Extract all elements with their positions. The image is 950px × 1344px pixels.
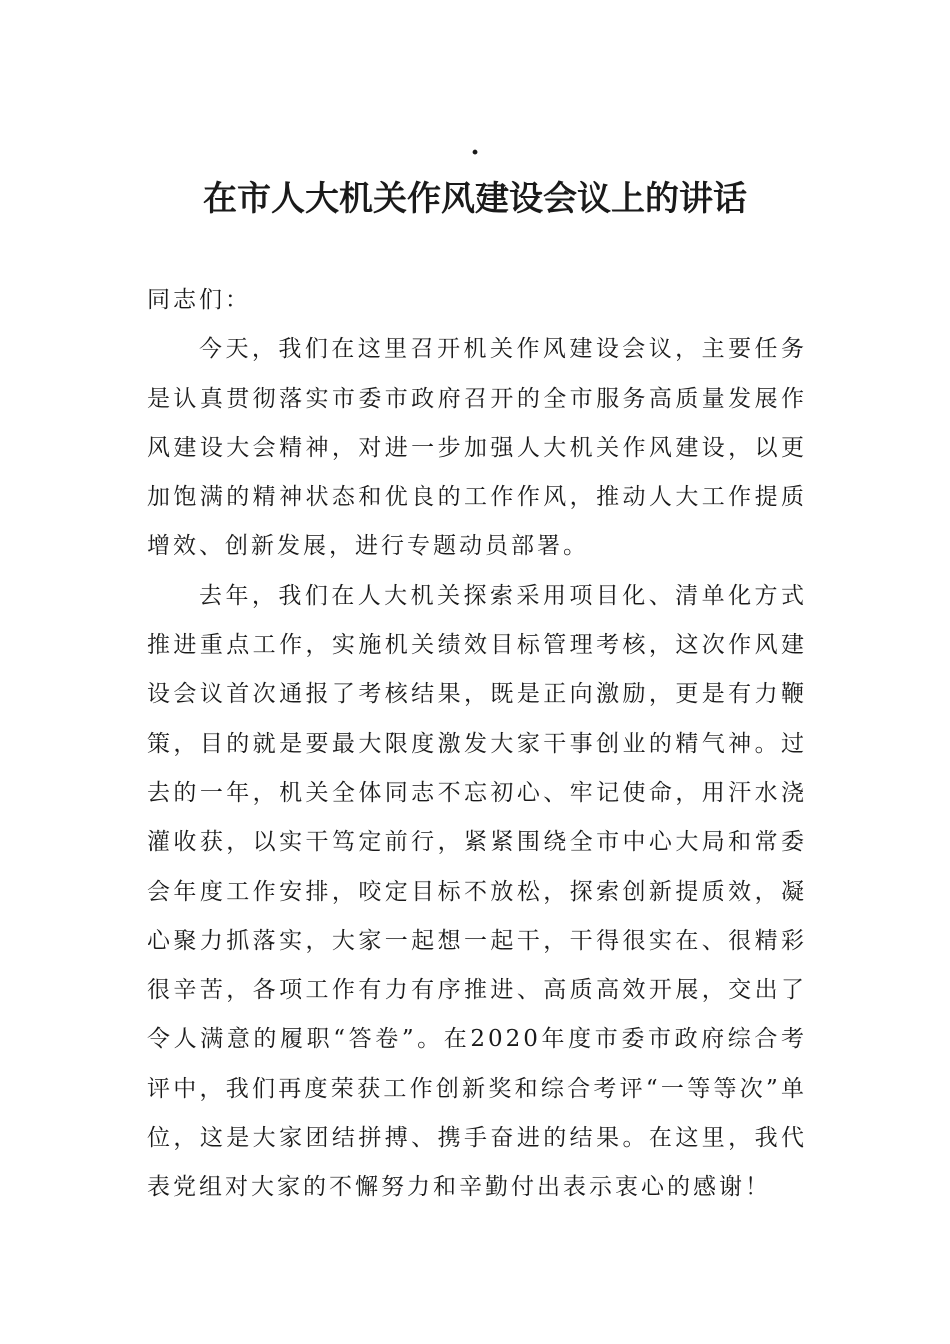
document-title: 在市人大机关作风建设会议上的讲话 [203, 179, 747, 219]
header-dot: · [470, 138, 480, 168]
salutation: 同志们： [147, 287, 251, 313]
paragraph: 去年，我们在人大机关探索采用项目化、清单化方式推进重点工作，实施机关绩效目标管理考核，这次作风建设会议首次通报了考核结果，既是正向激励，更是有力鞭策，目的就是要最大限度激发大家干事创业的精气神。过去的一年，机关全体同志不忘初心、牢记使命，用汗水浇灌收获，以实干笃定前行，紧紧围绕全市中心大局和常委会年度工作安排，咬定目标不放松，探索创新提质效，凝心聚力抓落实，大家一起想一起干，干得很实在、很精彩很辛苦，各项工作有力有序推进、高质高效开展，交出了令人满意的履职“答卷”。在2020年度市委市政府综合考评中，我们再度荣获工作创新奖和综合考评“一等等次”单位，这是大家团结拼搏、携手奋进的结果。在这里，我代表党组对大家的不懈努力和辛勤付出表示衷心的感谢！ [147, 582, 807, 1201]
document-body [147, 276, 807, 1213]
paragraph: 今天，我们在这里召开机关作风建设会议，主要任务是认真贯彻落实市委市政府召开的全市服务高质量发展作风建设大会精神，对进一步加强人大机关作风建设，以更加饱满的精神状态和优良的工作作风，推动人大工作提质增效、创新发展，进行专题动员部署。 [147, 336, 807, 560]
